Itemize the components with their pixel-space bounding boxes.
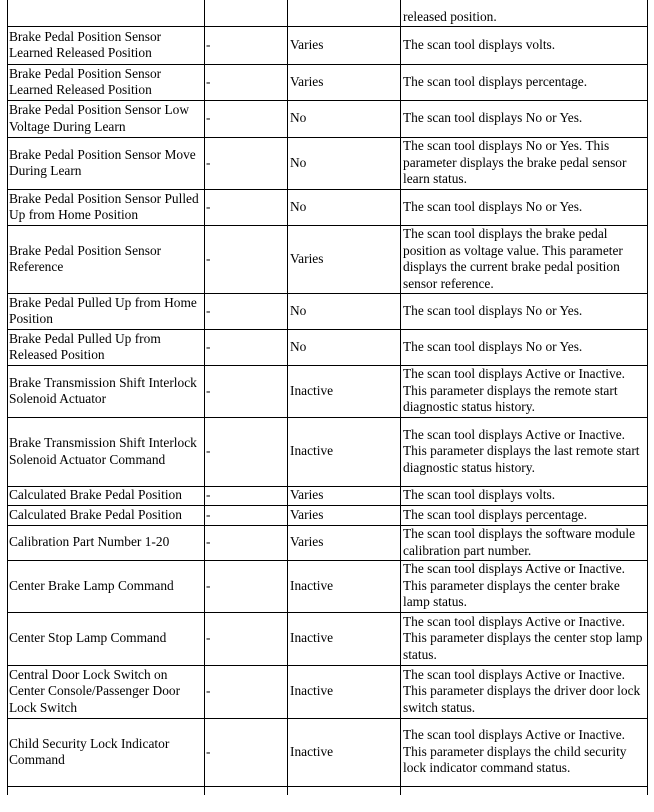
- parameter-name: Center Stop Lamp Command: [8, 612, 205, 665]
- parameter-value: Varies: [288, 64, 401, 100]
- parameter-value: Inactive: [288, 612, 401, 665]
- table-row: [8, 612, 648, 665]
- parameter-table: [7, 0, 648, 795]
- parameter-value: Varies: [288, 225, 401, 293]
- parameter-description: The scan tool displays Active or Inactive. This parameter displays the remote start diagnostic status history.: [401, 365, 648, 417]
- table-row: [8, 0, 648, 26]
- parameter-value: Inactive: [288, 365, 401, 417]
- parameter-description: The scan tool displays Active or Inactive. This parameter displays the last remote start diagnostic status history.: [401, 417, 648, 486]
- parameter-units: -: [205, 486, 288, 505]
- table-row: [8, 525, 648, 560]
- parameter-table-body: [8, 0, 648, 795]
- parameter-units: -: [205, 612, 288, 665]
- parameter-value: No: [288, 137, 401, 189]
- table-row: [8, 189, 648, 225]
- parameter-units: [205, 0, 288, 26]
- parameter-description: The scan tool displays No or Yes.: [401, 100, 648, 137]
- table-row: [8, 718, 648, 786]
- parameter-name: Brake Pedal Position Sensor Pulled Up from Home Position: [8, 189, 205, 225]
- parameter-description: [401, 786, 648, 795]
- parameter-value: Varies: [288, 505, 401, 525]
- parameter-name: Brake Transmission Shift Interlock Solenoid Actuator: [8, 365, 205, 417]
- parameter-units: -: [205, 293, 288, 329]
- parameter-units: -: [205, 26, 288, 64]
- parameter-description: The scan tool displays volts.: [401, 26, 648, 64]
- table-row: [8, 137, 648, 189]
- table-row: [8, 665, 648, 718]
- table-row: [8, 100, 648, 137]
- parameter-value: [288, 0, 401, 26]
- parameter-value: Varies: [288, 486, 401, 505]
- table-row: [8, 505, 648, 525]
- parameter-units: -: [205, 505, 288, 525]
- table-row: [8, 786, 648, 795]
- parameter-description: The scan tool displays Active or Inactive. This parameter displays the child security lock indicator command status.: [401, 718, 648, 786]
- parameter-description: The scan tool displays Active or Inactive. This parameter displays the center stop lamp status.: [401, 612, 648, 665]
- parameter-value: Inactive: [288, 665, 401, 718]
- parameter-units: -: [205, 560, 288, 612]
- parameter-description: The scan tool displays volts.: [401, 486, 648, 505]
- parameter-name: Brake Pedal Pulled Up from Released Position: [8, 329, 205, 365]
- parameter-units: -: [205, 225, 288, 293]
- parameter-units: -: [205, 525, 288, 560]
- parameter-description: The scan tool displays Active or Inactive. This parameter displays the center brake lamp status.: [401, 560, 648, 612]
- parameter-value: No: [288, 189, 401, 225]
- parameter-value: Inactive: [288, 417, 401, 486]
- parameter-name: Calibration Part Number 1-20: [8, 525, 205, 560]
- table-row: [8, 486, 648, 505]
- parameter-name: Center Brake Lamp Command: [8, 560, 205, 612]
- parameter-units: -: [205, 417, 288, 486]
- parameter-units: -: [205, 365, 288, 417]
- parameter-value: No: [288, 293, 401, 329]
- parameter-name: Brake Transmission Shift Interlock Solenoid Actuator Command: [8, 417, 205, 486]
- parameter-units: -: [205, 665, 288, 718]
- parameter-name: Calculated Brake Pedal Position: [8, 486, 205, 505]
- parameter-name: Brake Pedal Position Sensor Reference: [8, 225, 205, 293]
- parameter-name: Central Door Lock Switch on Center Console/Passenger Door Lock Switch: [8, 665, 205, 718]
- parameter-units: [205, 786, 288, 795]
- parameter-units: -: [205, 100, 288, 137]
- parameter-value: Inactive: [288, 718, 401, 786]
- table-row: [8, 26, 648, 64]
- parameter-name: Brake Pedal Position Sensor Low Voltage During Learn: [8, 100, 205, 137]
- parameter-value: [288, 786, 401, 795]
- parameter-description: The scan tool displays the software module calibration part number.: [401, 525, 648, 560]
- table-row: [8, 329, 648, 365]
- parameter-description: The scan tool displays No or Yes.: [401, 189, 648, 225]
- parameter-description: The scan tool displays percentage.: [401, 505, 648, 525]
- parameter-value: Varies: [288, 26, 401, 64]
- parameter-description: The scan tool displays No or Yes.: [401, 329, 648, 365]
- parameter-description: The scan tool displays the brake pedal position as voltage value. This parameter displays the current brake pedal position sensor reference.: [401, 225, 648, 293]
- parameter-value: No: [288, 329, 401, 365]
- parameter-value: Varies: [288, 525, 401, 560]
- parameter-units: -: [205, 137, 288, 189]
- parameter-name: Brake Pedal Position Sensor Learned Released Position: [8, 64, 205, 100]
- parameter-units: -: [205, 64, 288, 100]
- table-row: [8, 225, 648, 293]
- parameter-units: -: [205, 718, 288, 786]
- table-row: [8, 417, 648, 486]
- parameter-name: [8, 786, 205, 795]
- parameter-description: The scan tool displays No or Yes. This parameter displays the brake pedal sensor learn status.: [401, 137, 648, 189]
- document-page: [7, 0, 647, 795]
- parameter-name: [8, 0, 205, 26]
- table-row: [8, 64, 648, 100]
- parameter-description: The scan tool displays No or Yes.: [401, 293, 648, 329]
- parameter-description: released position.: [401, 0, 648, 26]
- parameter-value: Inactive: [288, 560, 401, 612]
- table-row: [8, 365, 648, 417]
- parameter-description: The scan tool displays Active or Inactive. This parameter displays the driver door lock switch status.: [401, 665, 648, 718]
- parameter-name: Child Security Lock Indicator Command: [8, 718, 205, 786]
- parameter-name: Brake Pedal Position Sensor Move During Learn: [8, 137, 205, 189]
- parameter-name: Calculated Brake Pedal Position: [8, 505, 205, 525]
- parameter-units: -: [205, 189, 288, 225]
- table-row: [8, 293, 648, 329]
- parameter-name: Brake Pedal Position Sensor Learned Released Position: [8, 26, 205, 64]
- parameter-units: -: [205, 329, 288, 365]
- parameter-description: The scan tool displays percentage.: [401, 64, 648, 100]
- parameter-value: No: [288, 100, 401, 137]
- table-row: [8, 560, 648, 612]
- parameter-name: Brake Pedal Pulled Up from Home Position: [8, 293, 205, 329]
